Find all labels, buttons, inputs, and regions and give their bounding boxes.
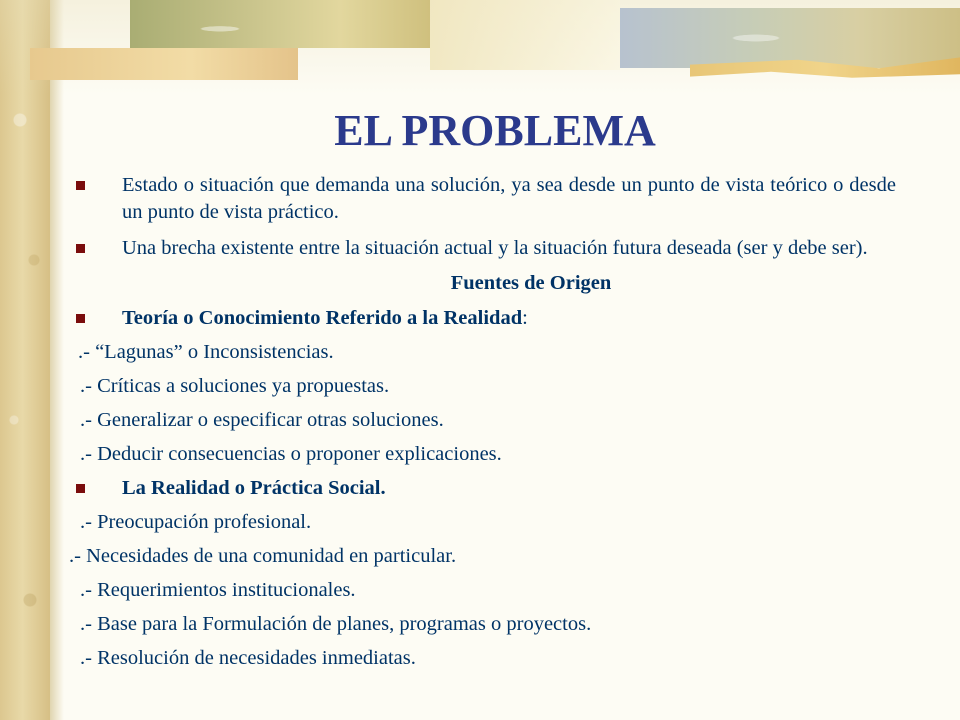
bullet-definition-2 — [76, 235, 896, 262]
list-item: .- Generalizar o especificar otras soluciones. — [80, 409, 444, 431]
source-heading-suffix: : — [522, 307, 528, 329]
list-item: .- Resolución de necesidades inmediatas. — [80, 647, 416, 669]
banner-fade — [430, 0, 620, 70]
banner-leaf-image-3 — [620, 8, 960, 68]
bullet-text: Una brecha existente entre la situación actual y la situación futura deseada (ser y debe ser). — [122, 237, 868, 259]
list-item: .- Preocupación profesional. — [80, 511, 312, 533]
banner-leaf-image-2 — [130, 0, 430, 48]
slide-title: EL PROBLEMA — [334, 106, 656, 155]
bullet-source-theory — [76, 305, 896, 332]
square-bullet-icon — [76, 244, 85, 253]
slide-content — [69, 172, 896, 679]
list-item: .- Necesidades de una comunidad en particular. — [69, 545, 457, 567]
banner-leaf-image-1 — [30, 48, 298, 80]
source-heading: Teoría o Conocimiento Referido a la Realidad — [122, 307, 523, 329]
list-item: .- “Lagunas” o Inconsistencias. — [78, 341, 334, 363]
list-item: .- Requerimientos institucionales. — [80, 579, 356, 601]
section-heading: Fuentes de Origen — [450, 272, 612, 294]
list-item: .- Críticas a soluciones ya propuestas. — [80, 375, 390, 397]
bullet-definition-1 — [76, 172, 896, 226]
bullet-text: Estado o situación que demanda una solución, ya sea desde un punto de vista teórico o desde un punto de vista práctico. — [122, 174, 896, 223]
square-bullet-icon — [76, 314, 85, 323]
list-item: .- Base para la Formulación de planes, programas o proyectos. — [80, 613, 592, 635]
decorative-top-banner — [0, 0, 960, 95]
square-bullet-icon — [76, 181, 85, 190]
square-bullet-icon — [76, 484, 85, 493]
list-item: .- Deducir consecuencias o proponer explicaciones. — [80, 443, 502, 465]
source-heading: La Realidad o Práctica Social. — [122, 477, 386, 499]
bullet-source-reality — [76, 475, 896, 502]
